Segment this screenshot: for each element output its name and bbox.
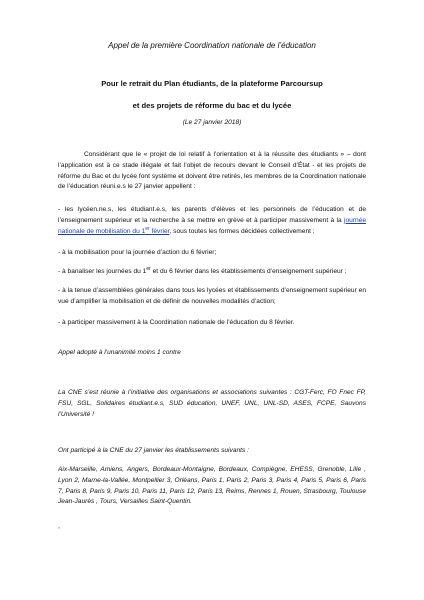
adoption-note: Appel adopté à l’unanimité moins 1 contre [58,349,181,356]
call-4: - à la tenue d’assemblées générales dans tous les lycées et établissements d’enseignement supérieur en vue d’amplifier la mobilisation et de définir de nouvelles modalités d’action; [58,287,366,305]
call-5: - à participer massivement à la Coordination nationale de l’éducation du 8 février. [58,319,295,326]
call-3: - à banaliser les journées du 1er et du 6 février dans les établissements d’enseignement supérieur ; [58,265,347,275]
call-1-end: , sous toutes les formes décidées collectivement ; [169,227,315,235]
call-2: - à la mobilisation pour la journée d’action du 6 février; [58,249,217,256]
trailing-mark: , [58,523,60,530]
kicker: Appel de la première Coordination nationale de l’éducation [108,41,316,50]
date: (Le 27 janvier 2018) [182,119,242,126]
title-line-1: Pour le retrait du Plan étudiants, de la plateforme Parcoursup [101,79,323,88]
title-line-2: et des projets de réforme du bac et du lycée [132,101,292,110]
mobilisation-link[interactable]: journée nationale de mobilisation du 1er février [58,216,366,235]
meeting-organisations: La CNE s’est réunie à l’initiative des organisations et associations suivantes : CGT-Ferc, FO Fnec FP, FSU, SGL, Solidaires étudiant.e.s, SUD éducation, UNEF, UNL, UNL-SD, ASES, FCPE, Sauvons l’Université ! [58,389,366,418]
participants-heading: Ont participé à la CNE du 27 janvier les établissements suivants : [58,447,249,454]
participants-list: Aix-Marseille, Amiens, Angers, Bordeaux-Montaigne, Bordeaux, Compiègne, EHESS, Grenoble, Lille , Lyon 2, Marne-la-Vallée, Montpellier 3, Orléans, Paris 1, Paris 2, Paris 3, Paris 4, Paris 5, Paris 6, Paris 7, Paris 8, Paris 9, Paris 10, Paris 11, Paris 12, Paris 13, Reims, Rennes 1, Rouen, Strasbourg, Toulouse Jean-Jaurès , Tours, Versailles Saint-Quentin. [58,466,366,506]
call-1-text: - les lycéen.ne.s, les étudiant.e.s, les parents d’élèves et les personnels de l’éducation et de l’enseignement supérieur et la recherche à se mettre en grève et à participer massivement à la [58,206,366,224]
call-1 [58,205,366,237]
intro-paragraph: Considérant que le « projet de loi relatif à l’orientation et à la réussite des étudiants » – dont l’application est à ce stade illégale et fait l’objet de recours devant le Conseil d’État - et les projets de réforme du Bac et du lycée font système et doivent être retirés, les membres de la Coordination nationale de l’éducation réuni.e.s le 27 janvier appellent : [58,151,366,191]
